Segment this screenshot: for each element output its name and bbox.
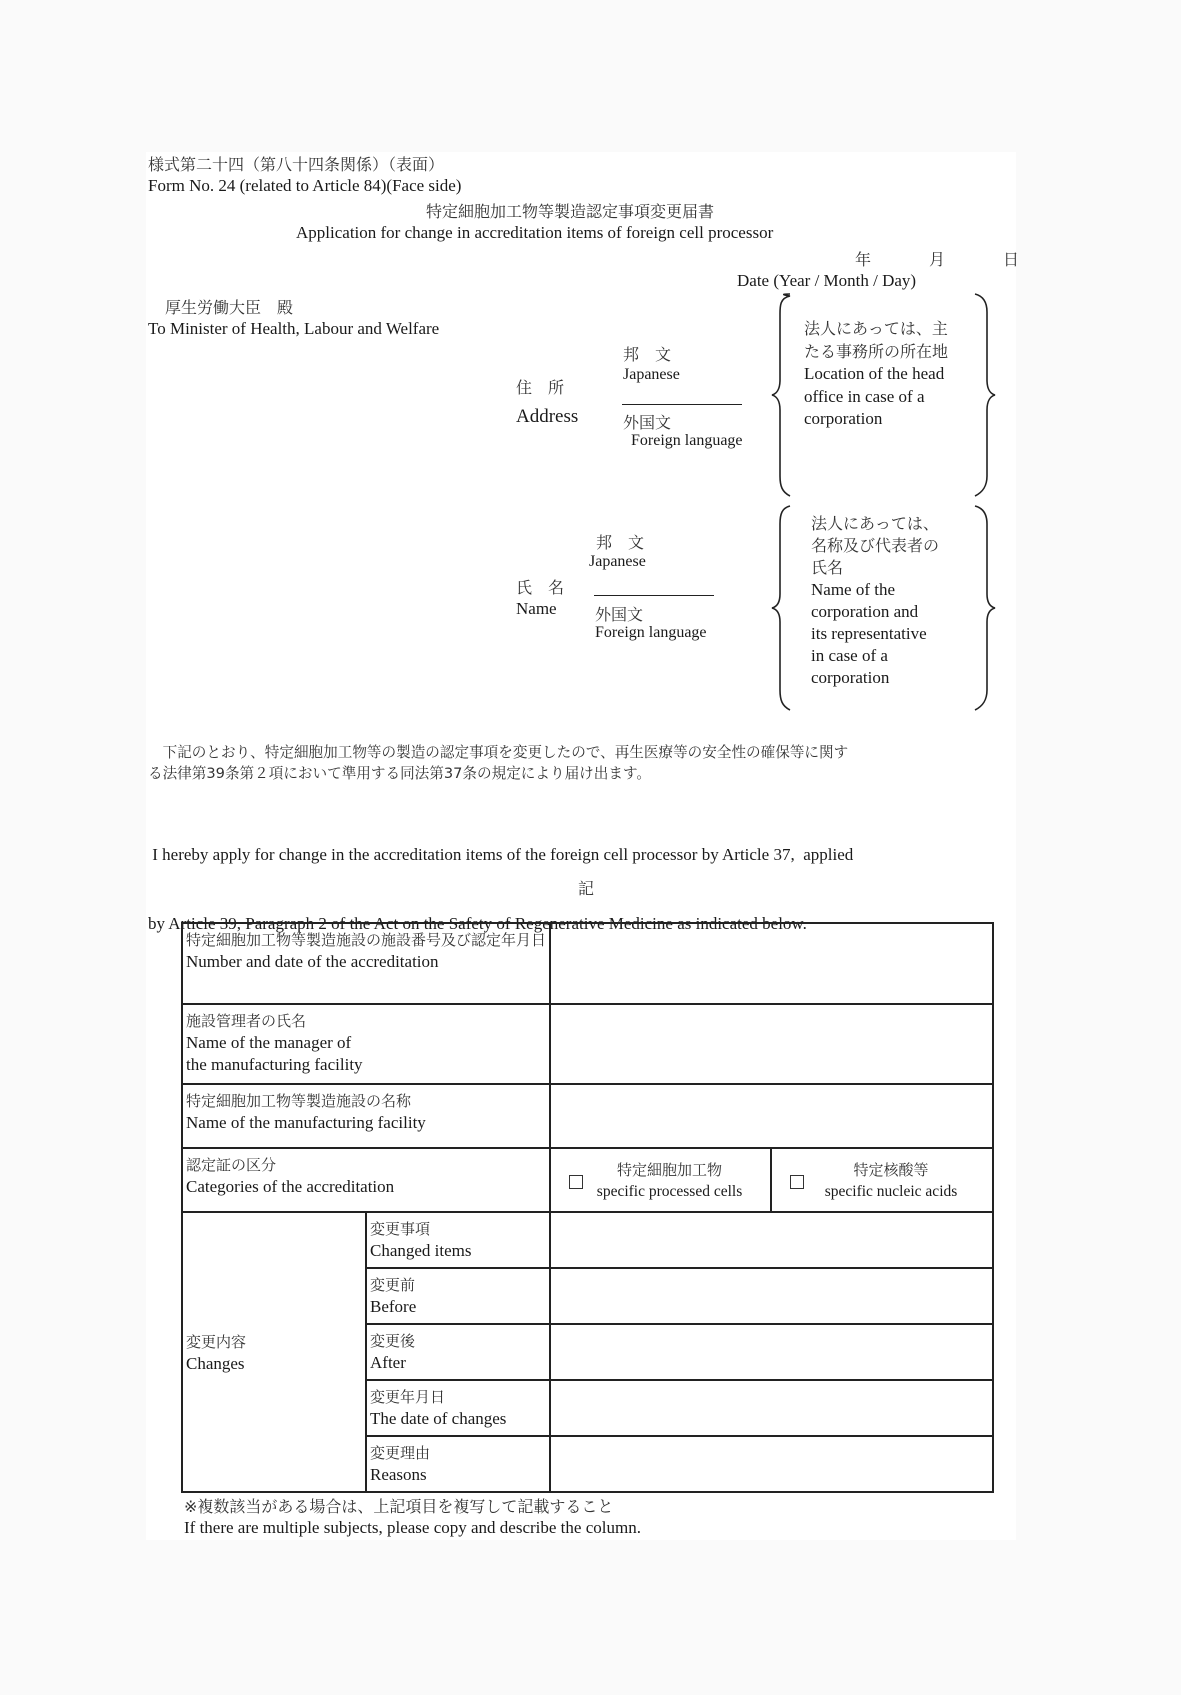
address-note: [804, 318, 948, 431]
form-label-en: Form No. 24 (related to Article 84)(Face side): [148, 176, 462, 195]
name-japanese-en: Japanese: [589, 553, 646, 570]
change-row-label-en: Changed items: [370, 1241, 472, 1260]
change-row-label: [366, 1212, 550, 1268]
table-row: [182, 1004, 993, 1084]
change-row-label-jp: 変更事項: [370, 1220, 431, 1238]
address-note-line: 法人にあっては、主: [804, 319, 948, 338]
name-left-brace: [770, 504, 794, 712]
manager-label-en: Name of the manager of: [186, 1033, 352, 1052]
facility-label-cell: [182, 1084, 550, 1148]
title-en: Application for change in accreditation items of foreign cell processor: [296, 223, 774, 242]
addressee-en: To Minister of Health, Labour and Welfare: [148, 319, 440, 338]
name-note-line: in case of a: [811, 646, 888, 665]
manager-value-field[interactable]: [550, 1004, 993, 1084]
statement-en-line: by Article 39, Paragraph 2 of the Act on the Safety of Regenerative Medicine as indicated below.: [148, 914, 807, 933]
facility-label-jp: 特定細胞加工物等製造施設の名称: [186, 1092, 412, 1110]
change-row-label: [366, 1268, 550, 1324]
ki-label: 記: [578, 879, 595, 898]
address-note-line: office in case of a: [804, 386, 925, 406]
statement-jp-line: る法律第39条第２項において準用する同法第37条の規定により届け出ます。: [148, 765, 651, 782]
statement-jp: [148, 742, 848, 784]
form-label-jp: 様式第二十四（第八十四条関係）（表面）: [148, 155, 445, 174]
name-divider: [594, 595, 714, 596]
name-foreign-jp: 外国文: [595, 605, 644, 624]
changes-label-jp: 変更内容: [186, 1333, 247, 1351]
address-left-brace: [770, 292, 794, 498]
change-row-label-jp: 変更前: [370, 1276, 416, 1294]
change-row-label-en: After: [370, 1353, 406, 1372]
facility-label-en: Name of the manufacturing facility: [186, 1113, 426, 1132]
name-foreign-en: Foreign language: [595, 624, 707, 641]
category-label-cell: [182, 1148, 550, 1212]
change-row-label-en: Reasons: [370, 1465, 427, 1484]
name-note-line: Name of the: [811, 580, 896, 599]
address-divider: [622, 404, 742, 405]
change-row-label-jp: 変更年月日: [370, 1388, 446, 1406]
accreditation-label-jp: 特定細胞加工物等製造施設の施設番号及び認定年月日: [186, 931, 547, 949]
change-row-label-jp: 変更後: [370, 1332, 416, 1350]
table-row: [182, 1212, 993, 1268]
title-jp: 特定細胞加工物等製造認定事項変更届書: [426, 202, 715, 221]
manager-label-cell: [182, 1004, 550, 1084]
name-note-line: corporation: [811, 668, 890, 687]
name-note: [811, 513, 939, 689]
category-option-nucleic-acids[interactable]: [771, 1148, 993, 1212]
change-row-label: [366, 1324, 550, 1380]
category-label-jp: 認定証の区分: [186, 1156, 277, 1174]
change-date-field[interactable]: [550, 1380, 993, 1436]
statement-jp-line: 下記のとおり、特定細胞加工物等の製造の認定事項を変更したので、再生医療等の安全性の確保等に関す: [148, 744, 849, 761]
address-label-en: Address: [516, 406, 579, 427]
manager-label-en: the manufacturing facility: [186, 1055, 363, 1074]
checkbox-nucleic-acids[interactable]: [790, 1175, 804, 1189]
change-form-table: [181, 922, 994, 1493]
change-row-label: [366, 1436, 550, 1492]
name-note-line: its representative: [811, 624, 927, 643]
change-row-label-jp: 変更理由: [370, 1444, 431, 1462]
category-option-jp: 特定細胞加工物: [617, 1161, 723, 1179]
name-japanese-jp: 邦 文: [596, 533, 645, 552]
change-row-label-en: The date of changes: [370, 1409, 507, 1428]
changes-label-cell: [182, 1212, 366, 1492]
reasons-field[interactable]: [550, 1436, 993, 1492]
facility-value-field[interactable]: [550, 1084, 993, 1148]
statement-en-line: I hereby apply for change in the accreditation items of the foreign cell processor by Article 37, applied: [148, 845, 854, 864]
category-label-en: Categories of the accreditation: [186, 1177, 395, 1196]
name-right-brace: [973, 504, 997, 712]
changed-items-field[interactable]: [550, 1212, 993, 1268]
name-note-line: 法人にあっては、: [811, 514, 939, 533]
address-note-line: corporation: [804, 409, 883, 428]
address-label-jp: 住 所: [516, 378, 565, 397]
checkbox-processed-cells[interactable]: [569, 1175, 583, 1189]
category-option-processed-cells[interactable]: [550, 1148, 771, 1212]
table-row: [182, 1148, 993, 1212]
table-row: [182, 923, 993, 1004]
accreditation-value-field[interactable]: [550, 923, 993, 1004]
changes-label-en: Changes: [186, 1354, 245, 1373]
name-note-line: 名称及び代表者の: [811, 536, 940, 555]
address-note-line: Location of the head: [804, 364, 945, 383]
name-note-line: 氏名: [811, 558, 844, 577]
category-option-en: specific processed cells: [596, 1183, 743, 1200]
date-en-label: Date (Year / Month / Day): [737, 271, 917, 290]
category-option-en: specific nucleic acids: [824, 1183, 958, 1200]
change-row-label: [366, 1380, 550, 1436]
footnote-jp: ※複数該当がある場合は、上記項目を複写して記載すること: [184, 1497, 614, 1516]
manager-label-jp: 施設管理者の氏名: [186, 1012, 307, 1030]
change-row-label-en: Before: [370, 1297, 417, 1316]
table-row: [182, 1084, 993, 1148]
address-foreign-jp: 外国文: [623, 413, 672, 432]
accreditation-label-cell: [182, 923, 550, 1004]
footnote-en: If there are multiple subjects, please copy and describe the column.: [184, 1518, 641, 1537]
name-note-line: corporation and: [811, 602, 919, 621]
accreditation-label-en: Number and date of the accreditation: [186, 952, 439, 971]
name-label-en: Name: [516, 599, 557, 618]
addressee-jp: 厚生労働大臣 殿: [165, 298, 294, 317]
address-japanese-jp: 邦 文: [623, 345, 672, 364]
address-japanese-en: Japanese: [623, 366, 680, 383]
before-field[interactable]: [550, 1268, 993, 1324]
name-label-jp: 氏 名: [516, 578, 565, 597]
date-year-label: 年: [855, 250, 872, 269]
address-note-line: たる事務所の所在地: [804, 341, 949, 361]
address-right-brace: [973, 292, 997, 498]
address-foreign-en: Foreign language: [631, 432, 743, 449]
date-day-label: 日: [1003, 250, 1020, 269]
after-field[interactable]: [550, 1324, 993, 1380]
date-month-label: 月: [929, 250, 946, 269]
category-option-jp: 特定核酸等: [853, 1161, 929, 1179]
